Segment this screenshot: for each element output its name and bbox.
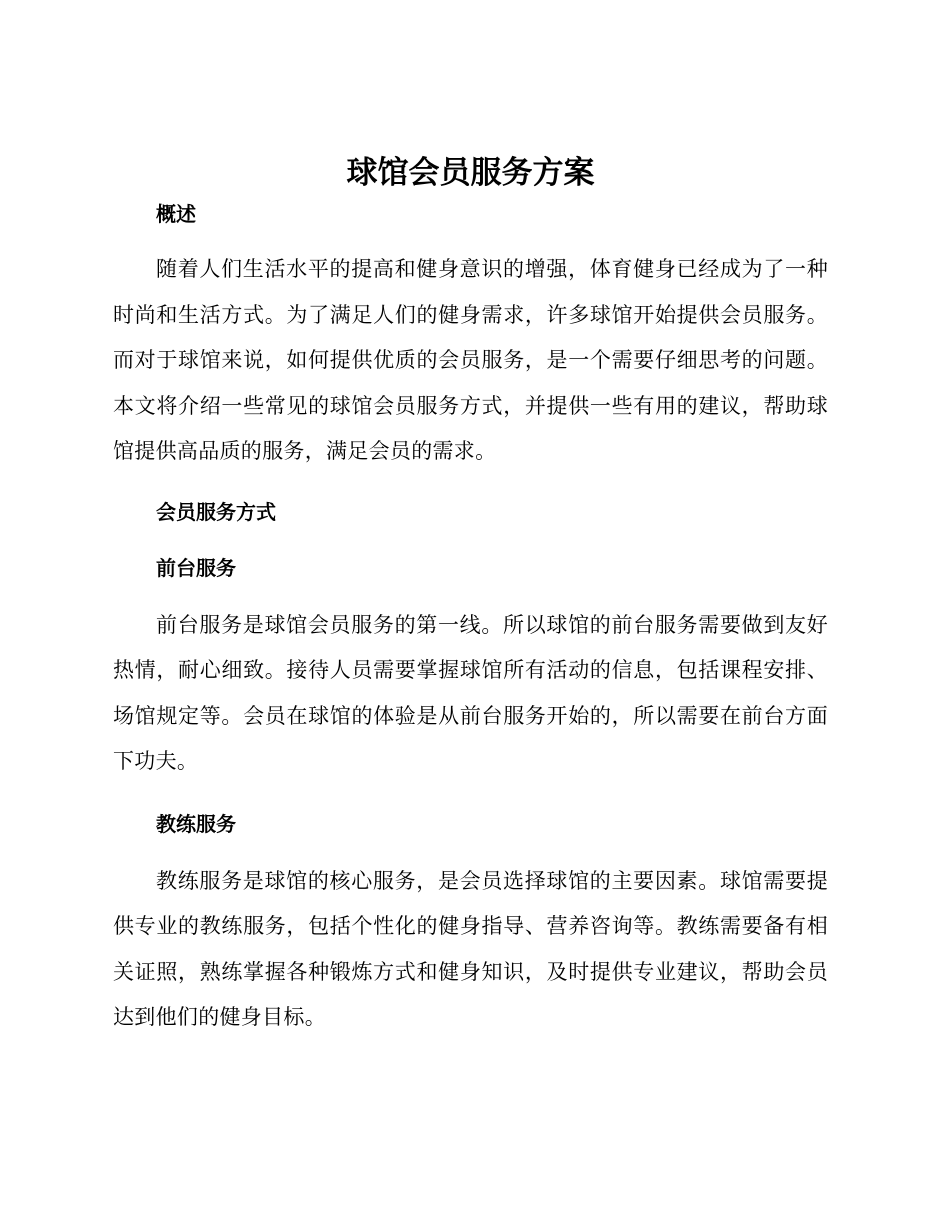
coach-paragraph: 教练服务是球馆的核心服务，是会员选择球馆的主要因素。球馆需要提供专业的教练服务，包括个性化的健身指导、营养咨询等。教练需要备有相关证照，熟练掌握各种锻炼方式和健身知识，及时提供专业建议，帮助会员达到他们的健身目标。 [113, 868, 828, 1029]
overview-paragraph: 随着人们生活水平的提高和健身意识的增强，体育健身已经成为了一种时尚和生活方式。为了满足人们的健身需求，许多球馆开始提供会员服务。而对于球馆来说，如何提供优质的会员服务，是一个需要仔细思考的问题。本文将介绍一些常见的球馆会员服务方式，并提供一些有用的建议，帮助球馆提供高品质的服务，满足会员的需求。 [113, 257, 828, 463]
coach-heading: 教练服务 [156, 811, 236, 836]
front-desk-paragraph: 前台服务是球馆会员服务的第一线。所以球馆的前台服务需要做到友好热情，耐心细致。接待人员需要掌握球馆所有活动的信息，包括课程安排、场馆规定等。会员在球馆的体验是从前台服务开始的，所以需要在前台方面下功夫。 [113, 612, 828, 773]
front-desk-heading: 前台服务 [156, 555, 236, 580]
member-service-heading: 会员服务方式 [156, 499, 276, 524]
document-title: 球馆会员服务方案 [346, 155, 595, 191]
overview-heading: 概述 [156, 202, 196, 226]
